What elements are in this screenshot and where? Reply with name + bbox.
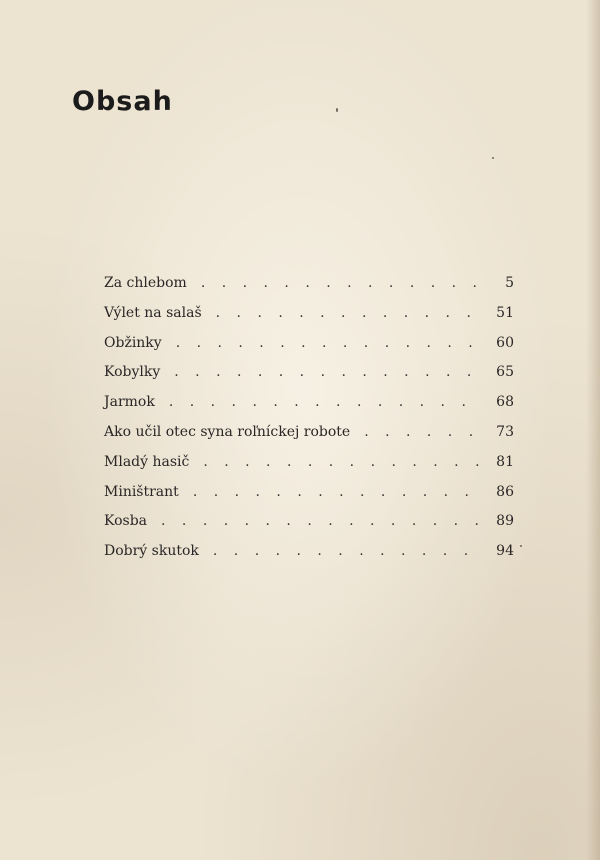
toc-entry xyxy=(104,448,514,478)
toc-entry-title: Kobylky xyxy=(104,364,161,381)
toc-entry-title: Obžinky xyxy=(104,334,162,351)
dot-leader xyxy=(193,478,482,508)
toc-entry xyxy=(104,269,514,299)
toc-entry-title: Jarmok xyxy=(104,394,155,411)
toc-entry xyxy=(104,329,514,359)
toc-entry-title: Dobrý skutok xyxy=(104,543,199,560)
toc-entry-page-number: 73 xyxy=(496,423,514,440)
toc-entry-page-number: 60 xyxy=(496,334,514,351)
page-edge-shadow xyxy=(586,0,600,860)
toc-entry-title: Ako učil otec syna roľníckej robote xyxy=(104,423,351,440)
toc-entry xyxy=(104,299,514,329)
dot-leader xyxy=(213,537,482,567)
dot-leader xyxy=(364,418,482,448)
toc-entry-page-number: 51 xyxy=(496,304,514,321)
toc-entry-title: Výlet na salaš xyxy=(104,304,202,321)
paper-speck xyxy=(492,157,494,159)
toc-entry xyxy=(104,537,514,567)
dot-leader xyxy=(216,299,482,329)
toc-entry-page-number: 65 xyxy=(496,364,514,381)
dot-leader xyxy=(169,388,482,418)
toc-entry-title: Miništrant xyxy=(104,483,179,500)
dot-leader xyxy=(203,448,482,478)
dot-leader xyxy=(201,269,482,299)
toc-entry-page-number: 94 xyxy=(496,543,514,560)
toc-entry xyxy=(104,478,514,508)
toc-entry-page-number: 5 xyxy=(505,275,514,291)
toc-entry-title: Za chlebom xyxy=(104,275,187,291)
toc-entry xyxy=(104,388,514,418)
toc-entry-title: Mladý hasič xyxy=(104,453,190,470)
table-of-contents xyxy=(104,269,514,567)
dot-leader xyxy=(174,358,482,388)
toc-entry-title: Kosba xyxy=(104,513,148,530)
toc-entry xyxy=(104,358,514,388)
toc-entry xyxy=(104,507,514,537)
toc-entry-page-number: 89 xyxy=(496,513,514,530)
paper-speck xyxy=(336,108,338,112)
toc-entry-page-number: 81 xyxy=(496,453,514,470)
toc-entry xyxy=(104,418,514,448)
dot-leader xyxy=(161,507,482,537)
paper-speck xyxy=(520,545,522,547)
dot-leader xyxy=(176,329,482,359)
toc-entry-page-number: 86 xyxy=(496,483,514,500)
page-title: Obsah xyxy=(72,86,173,117)
toc-entry-page-number: 68 xyxy=(496,394,514,411)
